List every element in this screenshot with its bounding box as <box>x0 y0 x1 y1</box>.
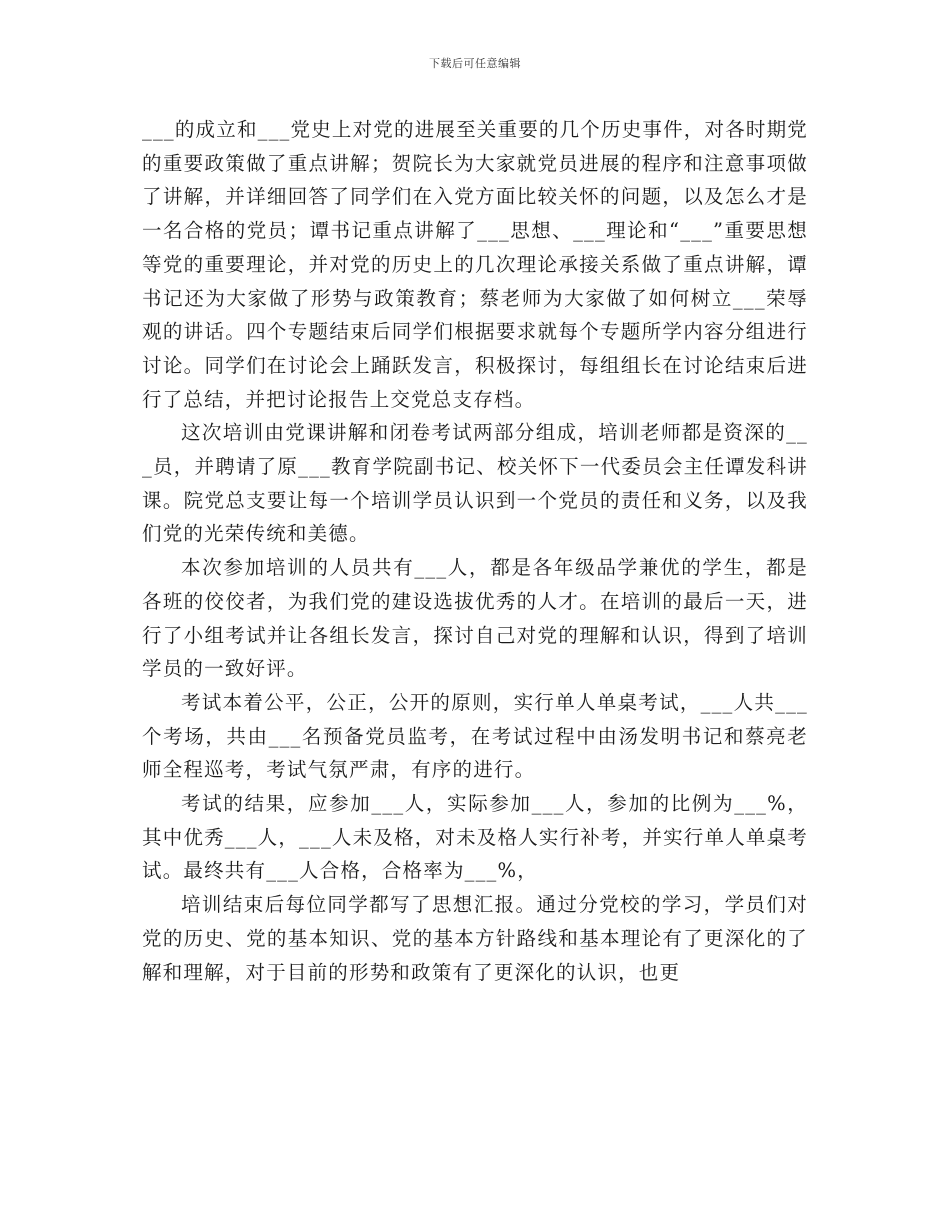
paragraph-3: 本次参加培训的人员共有___人，都是各年级品学兼优的学生，都是各班的佼佼者，为我们党的建设选拔优秀的人才。在培训的最后一天，进行了小组考试并让各组长发言，探讨自己对党的理解和认识，得到了培训学员的一致好评。 <box>142 556 808 681</box>
page-header: 下载后可任意编辑 <box>429 57 521 70</box>
paragraph-1: ___的成立和___党史上对党的进展至关重要的几个历史事件，对各时期党的重要政策做了重点讲解；贺院长为大家就党员进展的程序和注意事项做了讲解，并详细回答了同学们在入党方面比较关怀的问题，以及怎么才是一名合格的党员；谭书记重点讲解了___思想、___理论和“___”重要思想等党的重要理论，并对党的历史上的几次理论承接关系做了重点讲解，谭书记还为大家做了形势与政策教育；蔡老师为大家做了如何树立___荣辱观的讲话。四个专题结束后同学们根据要求就每个专题所学内容分组进行讨论。同学们在讨论会上踊跃发言，积极探讨，每组组长在讨论结束后进行了总结，并把讨论报告上交党总支存档。 <box>142 118 809 411</box>
paragraph-2: 这次培训由党课讲解和闭卷考试两部分组成，培训老师都是资深的___员，并聘请了原___教育学院副书记、校关怀下一代委员会主任谭发科讲课。院党总支要让每一个培训学员认识到一个党员的责任和义务，以及我们党的光荣传统和美德。 <box>142 421 808 546</box>
paragraph-4: 考试本着公平，公正，公开的原则，实行单人单桌考试，___人共___个考场，共由___名预备党员监考，在考试过程中由汤发明书记和蔡亮老师全程巡考，考试气氛严肃，有序的进行。 <box>142 690 808 782</box>
paragraph-5: 考试的结果，应参加___人，实际参加___人，参加的比例为___%，其中优秀___人，___人未及格，对未及格人实行补考，并实行单人单桌考试。最终共有___人合格，合格率为___%， <box>142 792 809 883</box>
paragraph-6: 培训结束后每位同学都写了思想汇报。通过分党校的学习，学员们对党的历史、党的基本知识、党的基本方针路线和基本理论有了更深化的了解和理解，对于目前的形势和政策有了更深化的认识，也更 <box>142 893 808 984</box>
document-body <box>142 113 808 989</box>
